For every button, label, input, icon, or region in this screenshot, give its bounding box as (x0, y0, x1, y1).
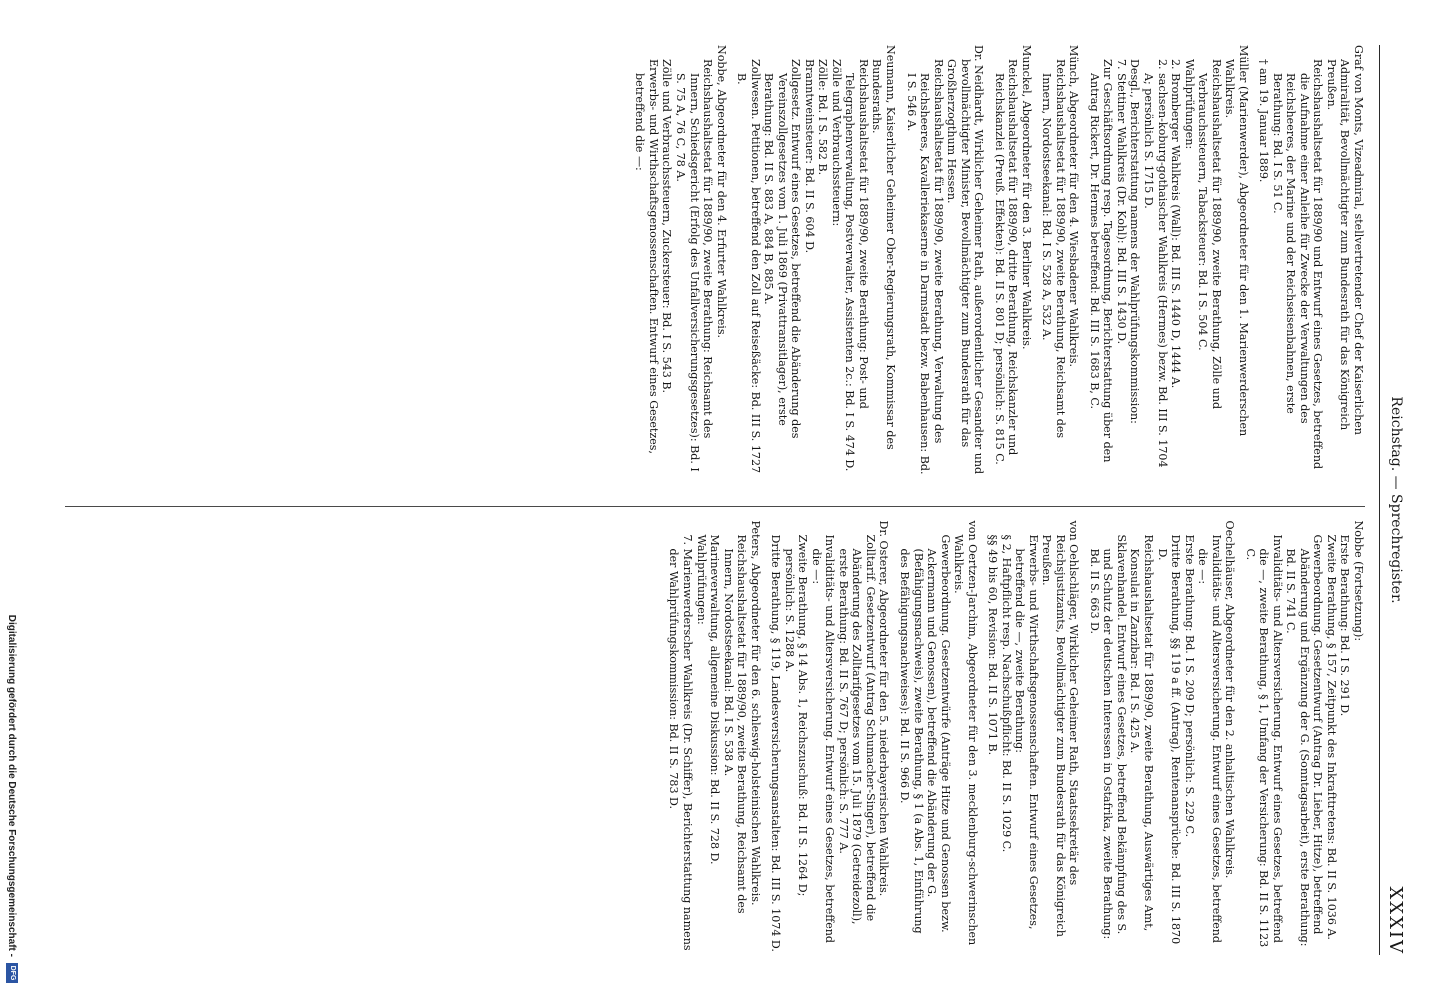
page-title: Reichstag. — Sprechregister. (1388, 396, 1404, 604)
entry-line: Erste Berathung: Bd. I S. 209 D; persönlich: S. 229 C. (1182, 534, 1196, 838)
entry-line: Branntweinsteuer: Bd. II S. 604 D. (802, 59, 816, 254)
entry-line: Wahlprüfungen: (694, 534, 708, 625)
register-entry (992, 45, 1033, 480)
entry-line: Reichshaushaltsetat für 1889/90, dritte Berathung, Reichskanzler und Reichskanzlei (Preuß. Effekten): Bd. II S. 801 D; persönlich: S. 815 C. (992, 59, 1020, 465)
register-entry (735, 45, 897, 480)
entry-line: Gewerbeordnung. Gesetzentwürfe (Anträge Hitze und Genossen bezw. Ackermann und Genossen), betreffend die Abänderung der G. (Befähigungsnachweis), zweite Berathung, § 1 (a Abs. 1, Einführung des Befähigungsnachweises): Bd. II S. 966 D. (898, 534, 952, 934)
entry-line: Zölle und Verbrauchssteuern, Zuckersteuer: Bd. I S. 543 B. (660, 59, 674, 393)
entry-heading: von Oertzen-Jarchim, Abgeordneter für den 3. mecklenburg-schwerinschen Wahlkreis. (952, 520, 979, 946)
entry-line: Reichshaushaltsetat für 1889/90, zweite Berathung, Zölle und Verbrauchssteuern, Tabacksteuer: Bd. I S. 504 C. (1196, 59, 1223, 410)
running-head (1379, 45, 1410, 955)
entry-line: Invaliditäts- und Altersversicherung. Entwurf eines Gesetzes, betreffend die —: (1196, 534, 1223, 944)
entry-line: 2. Bromberger Wahlkreis (Wall): Bd. III S. 1440 D, 1444 A. (1169, 59, 1183, 389)
entry-line: Reichshaushaltsetat für 1889/90, zweite Berathung: Post- und Telegraphenverwaltung, Postverwalter, Assistenten 2c.: Bd. I S. 474 D. (843, 59, 870, 472)
entry-heading: Nobbe, Abgeordneter für den 4. Erfurter Wahlkreis. (714, 45, 728, 339)
entry-line: Invaliditäts- und Altersversicherung. Entwurf eines Gesetzes, betreffend die —, zweite Berathung, § 1, Umfang der Versicherung: Bd. II S. 1123 C. (1243, 534, 1284, 948)
entry-line: Invaliditäts- und Altersversicherung. Entwurf eines Gesetzes, betreffend die —: (809, 534, 837, 944)
register-page (0, 5, 1432, 995)
entry-heading: Dr. Osterer, Abgeordneter für den 5. niederbayerischen Wahlkreis. (877, 520, 891, 897)
entry-line: Marineverwaltung, allgemeine Diskussion: Bd. II S. 728 D. (708, 534, 722, 865)
register-entry (633, 45, 728, 480)
entry-line: Reichshaushaltsetat für 1889/90 und Entwurf eines Gesetzes, betreffend die Aufnahme einer Anleihe für Zwecke der Verwaltungen des Reichsheeres, der Marine und der Reichseisenbahnen, erste Berathung: Bd. I S. 51 C. (1270, 59, 1325, 470)
entry-line: Zolltarif. Gesetzentwurf (Antrag Schumacher-Singer), betreffend die Abänderung des Zolltarifgesetzes vom 15. Juli 1879 (Getreidezoll), erste Berathung: Bd. II S. 767 D; persönlich: S. 777 A. (836, 534, 877, 925)
entry-heading: Nobbe (Fortsetzung): (1352, 520, 1365, 642)
entry-line: Dritte Berathung, § 119, Landesversicherungsanstalten: Bd. III S. 1074 D. (769, 534, 783, 952)
entry-line: 7. Marienwerderscher Wahlkreis (Dr. Schiffer), Berichterstattung namens der Wahlprüfungskommission: Bd. II S. 783 D. (667, 534, 695, 951)
entry-line: Reichshaushaltsetat für 1889/90, zweite Berathung, Auswärtiges Amt, Konsulat in Zanzibar: Bd. I S. 425 A. (1128, 534, 1156, 932)
entry-line: Erste Berathung: Bd. I S. 291 D. (1338, 534, 1352, 717)
page-number: XXXIV (1385, 886, 1406, 955)
entry-line: Desgl., Berichterstattung namens der Wahlprüfungskommission: (1128, 59, 1142, 424)
entry-line: Wahlprüfungen: (1182, 59, 1196, 150)
dfg-logo: DFG (6, 963, 18, 983)
entry-heading: Müller (Marienwerder), Abgeordneter für den 1. Marienwerderschen Wahlkreis. (1223, 45, 1250, 437)
entry-line: Zur Geschäftsordnung resp. Tagesordnung, Berichterstattung über den Antrag Rickert, Dr. Hermes betreffend: Bd. III S. 1683 B, C. (1087, 59, 1115, 463)
entry-heading: von Oehlschläger, Wirklicher Geheimer Rath, Staatssekretär des Reichsjustizamts, Bevollmächtigter zum Bundesrath für das Königreich Preußen. (1040, 520, 1081, 937)
register-entry (1087, 521, 1236, 956)
entry-heading: Dr. Neidhardt, Wirklicher Geheimer Rath, außerordentlicher Gesandter und bevollmächtigter Minister, Bevollmächtigter zum Bundesrath für das Großherzogthum Hessen. (945, 45, 986, 475)
entry-line: Reichshaushaltsetat für 1889/90, zweite Berathung: Reichsamt des Innern, Schiedsgericht (Erfolg des Unfallversicherungsgesetzes): Bd. I S. 75 A, 76 C, 78 A. (674, 59, 715, 472)
entry-line: Dritte Berathung, §§ 119 a ff. (Antrag), Rentenansprüche: Bd. III S. 1870 D. (1155, 534, 1183, 945)
register-entry (667, 521, 762, 956)
register-entry (1040, 45, 1081, 480)
entry-line: Zollwesen. Petitionen, betreffend den Zoll auf Reiseßäcke: Bd. III S. 1727 B. (735, 59, 762, 474)
digitization-footer (6, 615, 18, 983)
entry-line: Reichshaushaltsetat für 1889/90, zweite Berathung, Verwaltung des Reichsheeres, Kavalleriekaserne in Darmstadt bezw. Babenhausen: Bd. I S. 546 A. (904, 59, 945, 475)
register-entry (1087, 45, 1249, 480)
entry-line: Zweite Berathung, § 14 Abs. 1, Reichszuschuß: Bd. II S. 1264 D; persönlich: S. 1288 A. (782, 534, 810, 897)
register-entry (897, 521, 978, 956)
register-entry (986, 521, 1081, 956)
two-column-body (65, 45, 1365, 955)
entry-line: §§ 49 bis 60, Revision: Bd. II S. 1071 B. (986, 534, 1000, 756)
right-column (65, 506, 1365, 956)
entry-line: Zweite Berathung, § 157, Zeitpunkt des Inkrafttretens: Bd. II S. 1036 A. (1324, 534, 1338, 940)
entry-line: Reichshaushaltsetat für 1889/90, zweite Berathung, Reichsamt des Innern, Nordostseekanal: Bd. I S. 538 A. (721, 534, 749, 914)
entry-line: Erwerbs- und Wirthschaftsgenossenschaften. Entwurf eines Gesetzes, betreffend die —, zweite Berathung: (1013, 534, 1040, 930)
entry-line: Zölle: Bd. I S. 582 B. (816, 59, 830, 176)
entry-line: Gewerbeordnung. Gesetzentwurf (Antrag Dr. Lieber, Hitze), betreffend Abänderung und Ergänzung der G. (Sonntagsarbeit), erste Berathung: Bd. II S. 741 C. (1284, 534, 1325, 947)
entry-line: Reichshaushaltsetat für 1889/90, zweite Berathung, Reichsamt des Innern, Nordostseekanal: Bd. I S. 528 A, 532 A. (1040, 59, 1067, 439)
entry-line: † am 19. Januar 1889. (1257, 59, 1271, 183)
register-entry (1243, 521, 1365, 956)
entry-line: 2. sachsen-koburg-gothaischer Wahlkreis (Hermes) bezw. Bd. III S. 1704 A; persönlich S. 1715 D. (1142, 59, 1169, 468)
entry-heading: Munckel, Abgeordneter für den 3. Berliner Wahlkreis. (1019, 45, 1033, 350)
entry-heading: Peters, Abgeordneter für den 6. schleswig-holsteinischen Wahlkreis. (748, 520, 762, 906)
left-column (65, 45, 1365, 480)
entry-line: Sklavenhandel. Entwurf eines Gesetzes, betreffend Bekämpfung des S. und Schutz der deutschen Interessen in Ostafrika, zweite Berathung: Bd. II S. 663 D. (1087, 534, 1128, 940)
entry-heading: Graf von Monts, Vizeadmiral, stellvertretender Chef der Kaiserlichen Admiralität, Bevollmächtigter zum Bundesrath für das Königreich Preußen. (1324, 45, 1365, 435)
register-entry (904, 45, 985, 480)
entry-heading: Neumann, Kaiserlicher Geheimer Ober-Regierungsrath, Kommissar des Bundesraths. (870, 45, 897, 450)
register-entry (1257, 45, 1365, 480)
entry-line: Zollgesetz. Entwurf eines Gesetzes, betreffend die Abänderung des Vereinszollgesetzes vom 1. Juli 1869 (Privattransitlager), erste Berathung: Bd. II S. 883 A, 884 B, 885 A. (762, 59, 803, 439)
entry-line: Zölle und Verbrauchssteuern: (829, 59, 843, 227)
digitization-note: Digitalisierung gefördert durch die Deutsche Forschungsgemeinschaft - (6, 614, 18, 957)
entry-heading: Oechelhäuser, Abgeordneter für den 2. anhaltischen Wahlkreis. (1223, 520, 1237, 879)
entry-line: Erwerbs- und Wirthschaftsgenossenschaften. Entwurf eines Gesetzes, betreffend die —: (633, 59, 660, 455)
entry-heading: Münch, Abgeordneter für den 4. Wiesbadener Wahlkreis. (1067, 45, 1081, 368)
entry-line: 7. Stettiner Wahlkreis (Dr. Kohl): Bd. III S. 1430 D. (1114, 59, 1128, 345)
entry-line: § 2, Haftpflicht resp. Nachschußpflicht: Bd. II S. 1029 C. (999, 534, 1013, 853)
register-entry (769, 521, 891, 956)
